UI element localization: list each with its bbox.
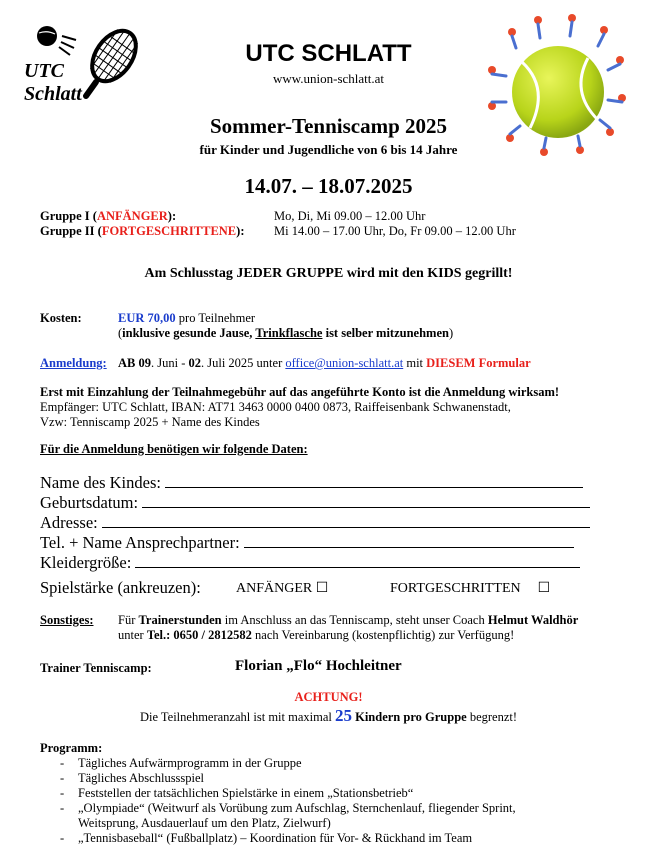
- registration-email-link[interactable]: office@union-schlatt.at: [285, 356, 404, 370]
- address-label: Adresse:: [40, 513, 102, 532]
- advanced-option-label: FORTGESCHRITTEN: [390, 581, 521, 596]
- camp-dates: 14.07. – 18.07.2025: [244, 174, 413, 198]
- birthdate-field[interactable]: [40, 493, 590, 513]
- registration-text: AB 09. Juni - 02. Juli 2025 unter office@union-schlatt.at mit DIESEM Formular: [118, 356, 531, 370]
- club-name: UTC SCHLATT: [245, 40, 412, 67]
- program-item: - Feststellen der tatsächlichen Spielstärke in einem „Stationsbetrieb“: [40, 786, 640, 801]
- program-list: [40, 756, 640, 846]
- program-item: - Tägliches Aufwärmprogramm in der Gruppe: [40, 756, 640, 771]
- payment-recipient: Empfänger: UTC Schlatt, IBAN: AT71 3463 0000 0400 0873, Raiffeisenbank Schwanenstadt,: [40, 400, 511, 414]
- payment-reference: Vzw: Tenniscamp 2025 + Name des Kindes: [40, 415, 260, 429]
- trainer-label: Trainer Tenniscamp:: [40, 661, 152, 675]
- attention-title: ACHTUNG!: [294, 690, 363, 704]
- registration-form-link[interactable]: DIESEM Formular: [426, 356, 531, 370]
- clothing-size-label: Kleidergröße:: [40, 553, 136, 572]
- logo-text-line2: Schlatt: [24, 83, 82, 105]
- camp-title: Sommer-Tenniscamp 2025: [209, 114, 448, 138]
- advanced-option[interactable]: [390, 580, 550, 597]
- level-label: Spielstärke (ankreuzen):: [40, 578, 201, 597]
- costs-note: (inklusive gesunde Jause, Trinkflasche ist selber mitzunehmen): [118, 326, 454, 340]
- trainer-name: Florian „Flo“ Hochleitner: [235, 658, 402, 674]
- beginner-option[interactable]: [236, 580, 328, 597]
- beginner-checkbox[interactable]: ☐: [315, 581, 329, 596]
- program-heading: Programm:: [40, 741, 103, 755]
- advanced-checkbox[interactable]: ☐: [537, 581, 551, 596]
- grill-note: Am Schlusstag JEDER GRUPPE wird mit den KIDS gegrillt!: [144, 266, 513, 281]
- program-item: - „Olympiade“ (Weitwurf als Vorübung zum Aufschlag, Sternchenlauf, fliegender Sprint, Weitsprung, Ausdauerlauf um den Platz, Zielwurf): [40, 801, 640, 831]
- misc-line1: Für Trainerstunden im Anschluss an das Tenniscamp, steht unser Coach Helmut Waldhör: [118, 613, 579, 627]
- group-2-times: Mi 14.00 – 17.00 Uhr, Do, Fr 09.00 – 12.00 Uhr: [274, 224, 516, 238]
- clothing-size-field[interactable]: [40, 553, 580, 573]
- beginner-option-label: ANFÄNGER: [236, 581, 313, 596]
- contact-label: Tel. + Name Ansprechpartner:: [40, 533, 244, 552]
- group-2-label: Gruppe II (FORTGESCHRITTENE):: [40, 224, 245, 238]
- group-1-label: Gruppe I (ANFÄNGER):: [40, 209, 177, 223]
- program-item: - Tägliches Abschlussspiel: [40, 771, 640, 786]
- contact-field[interactable]: [40, 533, 574, 553]
- form-heading: Für die Anmeldung benötigen wir folgende Daten:: [40, 442, 308, 456]
- misc-line2: unter Tel.: 0650 / 2812582 nach Vereinbarung (kostenpflichtig) zur Verfügung!: [118, 628, 515, 642]
- registration-label[interactable]: Anmeldung:: [40, 356, 107, 370]
- camp-subtitle: für Kinder und Jugendliche von 6 bis 14 Jahre: [199, 142, 458, 157]
- child-name-label: Name des Kindes:: [40, 473, 166, 492]
- logo-text-line1: UTC: [24, 60, 64, 82]
- costs-label: Kosten:: [40, 311, 82, 325]
- child-name-field[interactable]: [40, 473, 583, 493]
- club-website: www.union-schlatt.at: [272, 71, 385, 86]
- address-field[interactable]: [40, 513, 590, 533]
- attention-text: Die Teilnehmeranzahl ist mit maximal 25 Kindern pro Gruppe begrenzt!: [139, 706, 518, 725]
- payment-notice: Erst mit Einzahlung der Teilnahmegebühr auf das angeführte Konto ist die Anmeldung wirksam!: [40, 385, 560, 399]
- misc-label: Sonstiges:: [40, 613, 94, 627]
- birthdate-label: Geburtsdatum:: [40, 493, 143, 512]
- costs-price: EUR 70,00 pro Teilnehmer: [118, 311, 256, 325]
- program-item: - „Tennisbaseball“ (Fußballplatz) – Koordination für Vor- & Rückhand im Team: [40, 831, 640, 846]
- group-1-times: Mo, Di, Mi 09.00 – 12.00 Uhr: [274, 209, 426, 223]
